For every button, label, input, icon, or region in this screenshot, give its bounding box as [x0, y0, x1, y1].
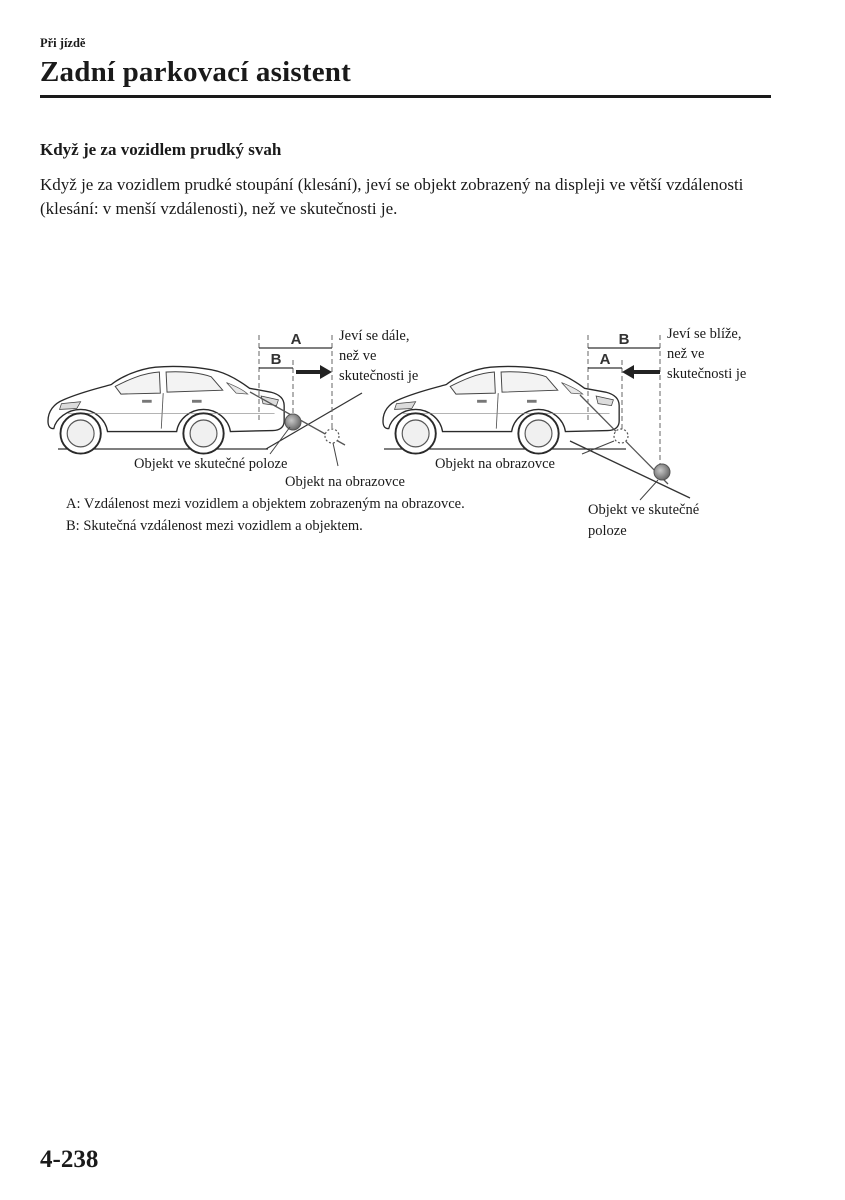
left-scene [48, 331, 362, 466]
page-title: Zadní parkovací asistent [40, 56, 351, 88]
car-icon [383, 366, 619, 453]
leader-line [640, 480, 658, 500]
note-line: Jeví se dále, [339, 328, 410, 344]
dim-label-b: B [270, 351, 282, 368]
leader-line [333, 443, 338, 466]
note-line: skutečnosti je [339, 368, 419, 384]
note-line: než ve [667, 346, 705, 362]
screen-object-label: Objekt na obrazovce [285, 474, 405, 490]
arrow-left-icon [622, 365, 634, 379]
car-icon [48, 366, 284, 453]
dim-label-a: A [290, 331, 302, 348]
screen-object-label: Objekt na obrazovce [435, 456, 555, 472]
actual-object-label: Objekt ve skutečné [588, 502, 700, 518]
screen-object-icon [325, 429, 339, 443]
note-line: než ve [339, 348, 377, 364]
slope-line [570, 441, 690, 498]
subheading: Když je za vozidlem prudký svah [40, 140, 282, 159]
leader-line [582, 441, 614, 454]
section-label: Při jízdě [40, 36, 86, 50]
note-line: skutečnosti je [667, 366, 747, 382]
slope-diagram [0, 300, 845, 560]
note-line: Jeví se blíže, [667, 326, 742, 342]
screen-object-icon [614, 429, 628, 443]
actual-object-icon [654, 464, 670, 480]
legend-a: A: Vzdálenost mezi vozidlem a objektem zobrazeným na obrazovce. [66, 496, 465, 512]
actual-object-label: Objekt ve skutečné poloze [134, 456, 288, 472]
body-paragraph: Když je za vozidlem prudké stoupání (klesání), jeví se objekt zobrazený na displeji ve větší vzdálenosti (klesání: v menší vzdálenosti), než ve skutečnosti je. [40, 175, 744, 218]
actual-object-label: poloze [588, 523, 627, 539]
dim-label-a: A [599, 351, 611, 368]
page-number: 4-238 [40, 1146, 99, 1173]
arrow-right-icon [320, 365, 332, 379]
legend-b: B: Skutečná vzdálenost mezi vozidlem a objektem. [66, 518, 363, 534]
right-scene [383, 331, 690, 500]
title-divider [40, 95, 771, 98]
dim-label-b: B [618, 331, 630, 348]
actual-object-icon [285, 414, 301, 430]
